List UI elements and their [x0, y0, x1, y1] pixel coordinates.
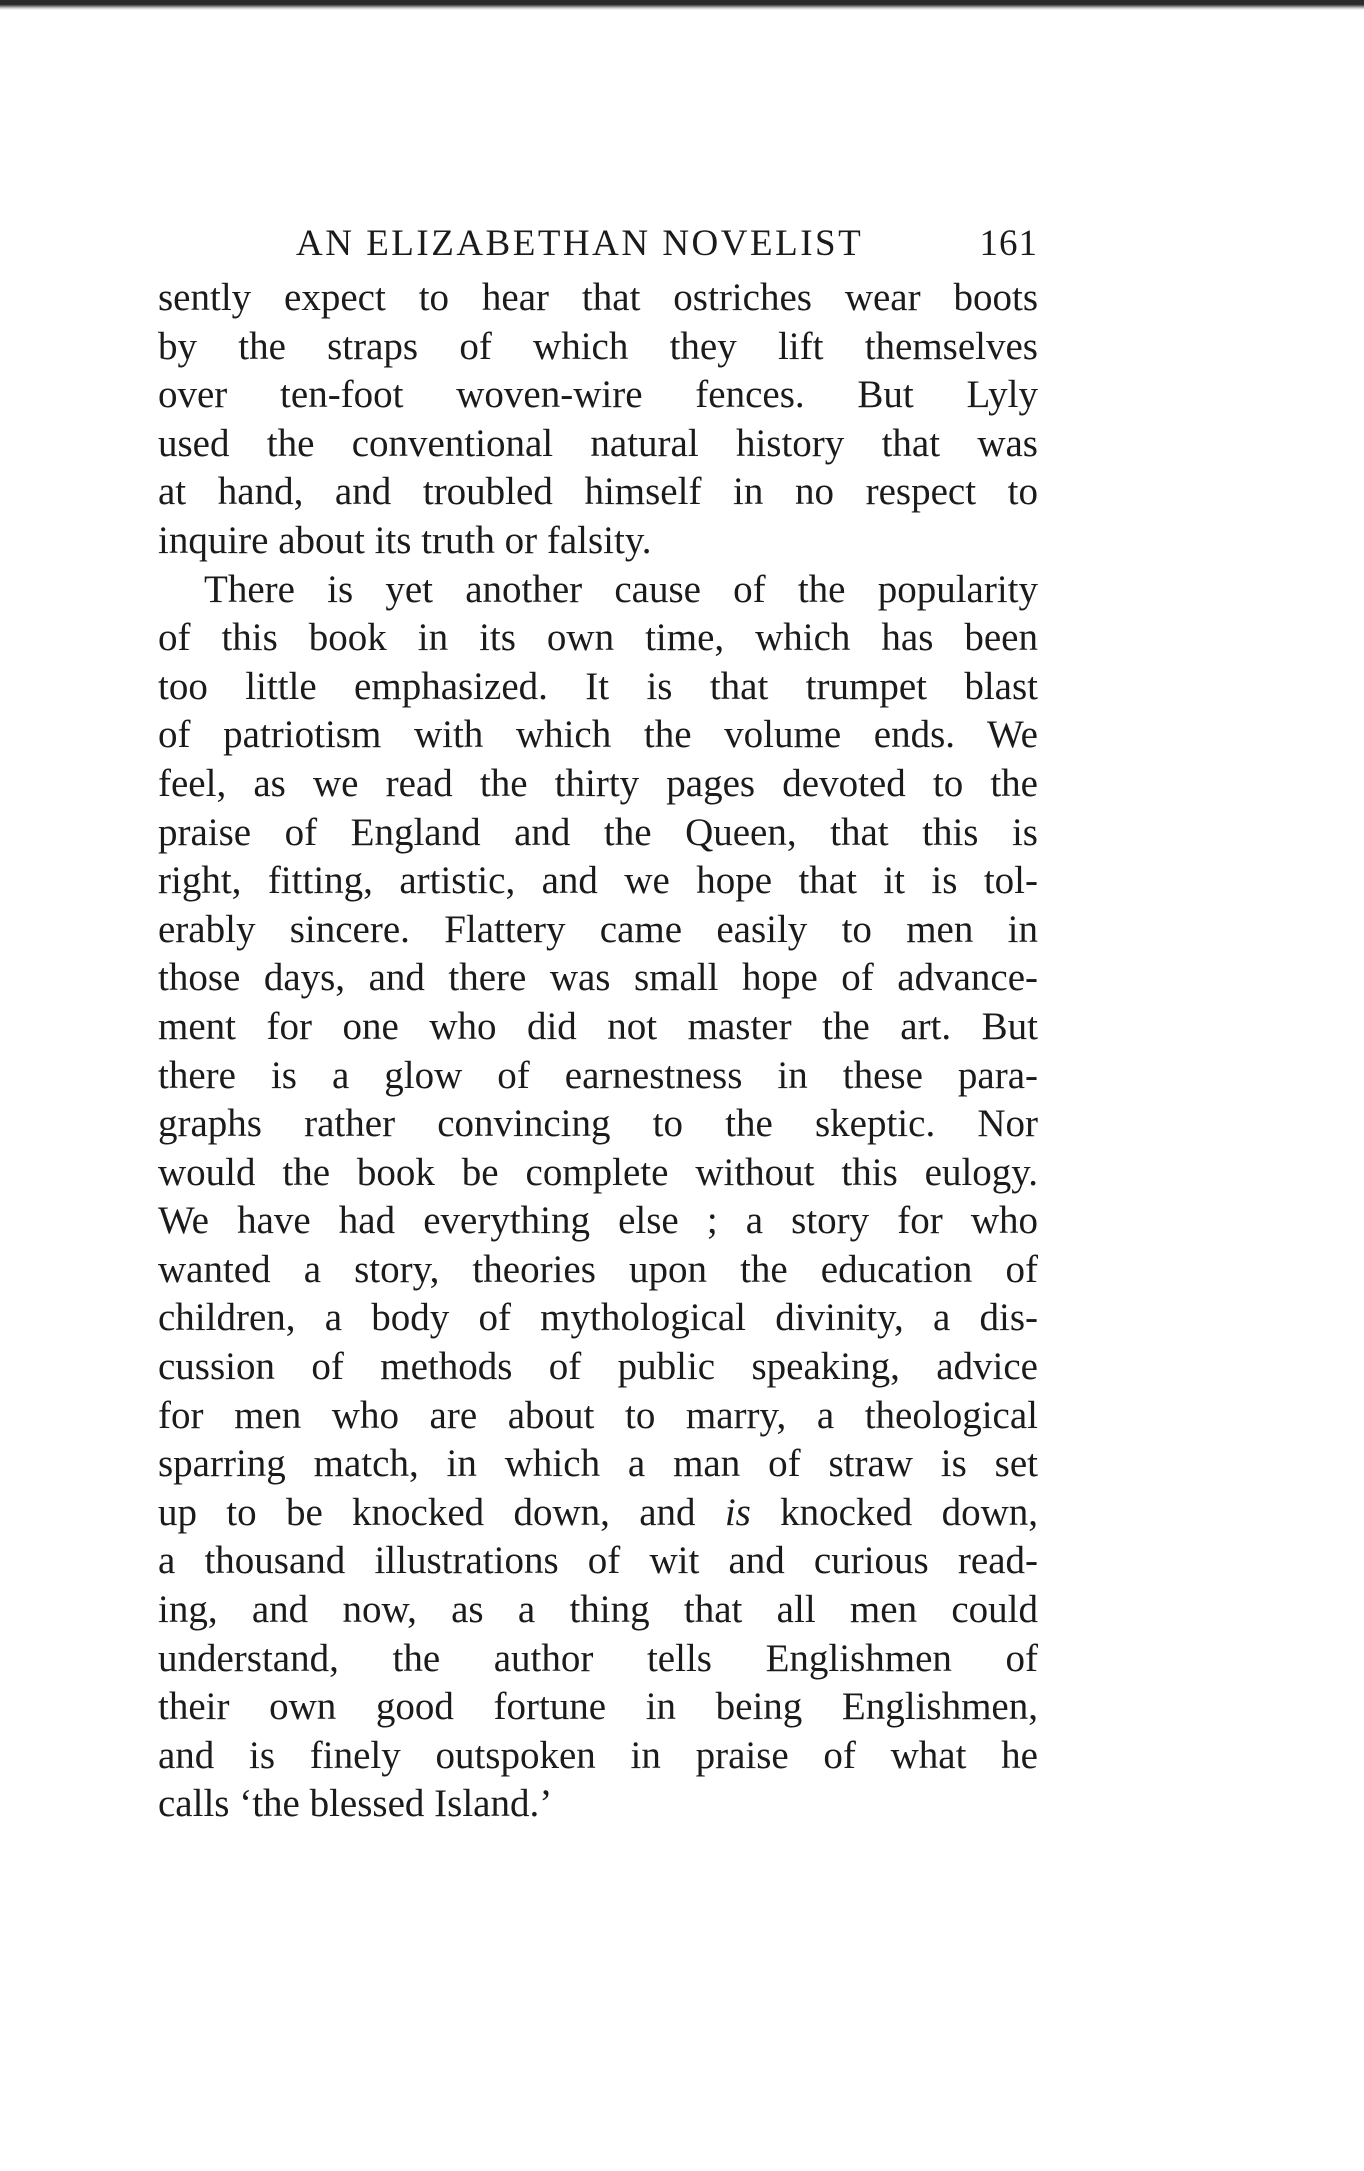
text-line: calls ‘the blessed Island.’: [158, 1782, 553, 1826]
text-line: cussion of methods of public speaking, advice: [158, 1345, 1038, 1389]
text-fragment: up to be knocked down, and: [158, 1490, 696, 1534]
text-line: ing, and now, as a thing that all men could: [158, 1588, 1038, 1632]
text-line: wanted a story, theories upon the education of: [158, 1247, 1038, 1291]
text-line: graphs rather convincing to the skeptic. Nor: [158, 1102, 1038, 1146]
text-fragment: knocked down,: [780, 1490, 1038, 1534]
text-line: would the book be complete without this eulogy.: [158, 1150, 1038, 1194]
text-line: used the conventional natural history that was: [158, 421, 1038, 465]
text-line: their own good fortune in being Englishmen,: [158, 1685, 1038, 1729]
running-head: [158, 222, 1038, 274]
italic-emphasis: is: [724, 1490, 751, 1534]
text-line: of this book in its own time, which has been: [158, 616, 1038, 660]
text-line: too little emphasized. It is that trumpet blast: [158, 664, 1038, 708]
text-line: those days, and there was small hope of advance-: [158, 956, 1038, 1000]
text-line: by the straps of which they lift themselves: [158, 324, 1038, 368]
text-line: understand, the author tells Englishmen of: [158, 1636, 1038, 1680]
text-line: and is finely outspoken in praise of what he: [158, 1733, 1038, 1777]
page-number: 161: [979, 223, 1038, 264]
text-line: erably sincere. Flattery came easily to men in: [158, 907, 1038, 951]
text-line: feel, as we read the thirty pages devoted to the: [158, 761, 1038, 805]
text-line: There is yet another cause of the popularity: [204, 567, 1038, 611]
text-line: We have had everything else ; a story for who: [158, 1199, 1038, 1243]
running-head-title: AN ELIZABETHAN NOVELIST: [296, 223, 864, 264]
text-line: children, a body of mythological divinity, a dis-: [158, 1296, 1038, 1340]
paragraph-2: [158, 566, 1038, 1829]
text-line-with-italic: [158, 1489, 1038, 1538]
top-edge-shadow: [0, 0, 1364, 10]
text-line: at hand, and troubled himself in no respect to: [158, 470, 1038, 514]
text-line: praise of England and the Queen, that this is: [158, 810, 1038, 854]
text-line: inquire about its truth or falsity.: [158, 518, 652, 562]
text-line: there is a glow of earnestness in these para-: [158, 1053, 1038, 1097]
text-line: right, fitting, artistic, and we hope that it is tol-: [158, 859, 1038, 903]
paragraph-1: [158, 274, 1038, 566]
body-text: [158, 274, 1038, 1829]
book-page: [158, 222, 1038, 1829]
text-line: of patriotism with which the volume ends. We: [158, 713, 1038, 757]
text-line: a thousand illustrations of wit and curious read-: [158, 1539, 1038, 1583]
text-line: sparring match, in which a man of straw is set: [158, 1442, 1038, 1486]
text-line: sently expect to hear that ostriches wear boots: [158, 276, 1038, 319]
text-line: over ten-foot woven-wire fences. But Lyly: [158, 373, 1038, 417]
text-line: ment for one who did not master the art. But: [158, 1004, 1038, 1048]
text-line: for men who are about to marry, a theological: [158, 1393, 1038, 1437]
